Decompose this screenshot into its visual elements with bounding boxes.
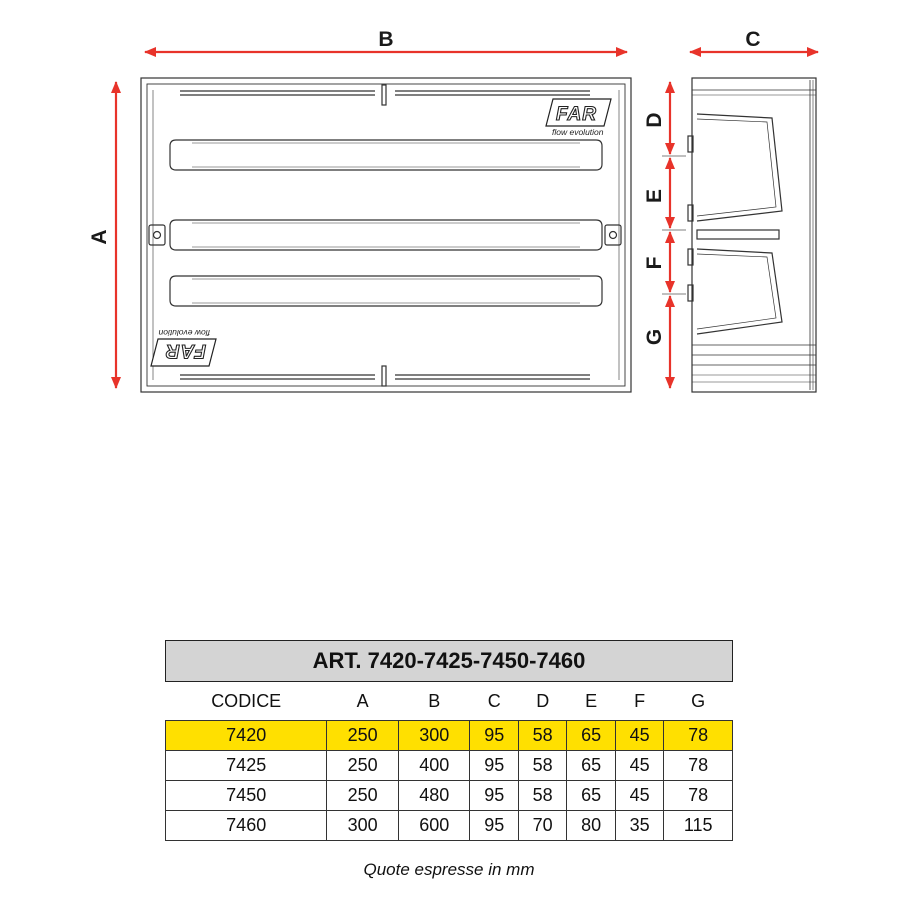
dimension-label-c: C (745, 28, 761, 51)
table-cell: 78 (664, 721, 733, 751)
table-cell: 95 (470, 751, 518, 781)
table-cell: 45 (615, 751, 663, 781)
table-row (166, 811, 733, 841)
table-cell: 35 (615, 811, 663, 841)
table-cell: 45 (615, 781, 663, 811)
dimension-ticks (662, 156, 686, 294)
column-header: E (585, 690, 598, 711)
table-cell: 7425 (166, 751, 327, 781)
column-header: B (428, 690, 441, 711)
dimension-label-g: G (643, 328, 666, 346)
table-cell: 250 (327, 751, 399, 781)
dimension-label-e: E (643, 188, 666, 204)
table-cell: 300 (398, 721, 470, 751)
column-header: D (536, 690, 550, 711)
column-header: G (691, 690, 706, 711)
table-cell: 7450 (166, 781, 327, 811)
table-cell: 80 (567, 811, 615, 841)
svg-text:flow evolution: flow evolution (552, 127, 604, 137)
table-cell: 600 (398, 811, 470, 841)
table-cell: 45 (615, 721, 663, 751)
table-cell: 480 (398, 781, 470, 811)
dimension-label-a: A (88, 229, 111, 245)
column-header: CODICE (211, 690, 282, 711)
table-cell: 58 (518, 781, 566, 811)
table-body (166, 682, 733, 841)
table-cell: 7420 (166, 721, 327, 751)
dimensions-table (165, 640, 733, 841)
table-cell: 78 (664, 781, 733, 811)
table-cell: 7460 (166, 811, 327, 841)
table-row (166, 781, 733, 811)
dimension-label-d: D (643, 112, 666, 128)
table-cell: 250 (327, 721, 399, 751)
table-cell: 65 (567, 721, 615, 751)
units-note: Quote espresse in mm (363, 860, 535, 879)
table-cell: 250 (327, 781, 399, 811)
svg-text:FAR: FAR (556, 104, 597, 125)
column-header: F (634, 690, 646, 711)
svg-text:flow evolution: flow evolution (158, 328, 210, 338)
table-title: ART. 7420-7425-7450-7460 (166, 641, 733, 682)
far-logo (546, 99, 611, 137)
table-cell: 65 (567, 751, 615, 781)
table-cell: 115 (664, 811, 733, 841)
column-header: C (487, 690, 501, 711)
table-cell: 58 (518, 751, 566, 781)
side-view (688, 78, 816, 392)
column-header: A (356, 690, 369, 711)
table-cell: 95 (470, 811, 518, 841)
table-cell: 70 (518, 811, 566, 841)
far-logo-inverted (151, 328, 216, 366)
table-cell: 65 (567, 781, 615, 811)
table-row (166, 721, 733, 751)
table-cell: 78 (664, 751, 733, 781)
table-cell: 58 (518, 721, 566, 751)
svg-text:FAR: FAR (165, 340, 206, 361)
dimension-label-f: F (643, 256, 666, 270)
dimension-label-b: B (378, 28, 394, 51)
table-cell: 400 (398, 751, 470, 781)
table-cell: 300 (327, 811, 399, 841)
table-cell: 95 (470, 781, 518, 811)
table-cell: 95 (470, 721, 518, 751)
table-header-row (166, 682, 733, 721)
table-row (166, 751, 733, 781)
